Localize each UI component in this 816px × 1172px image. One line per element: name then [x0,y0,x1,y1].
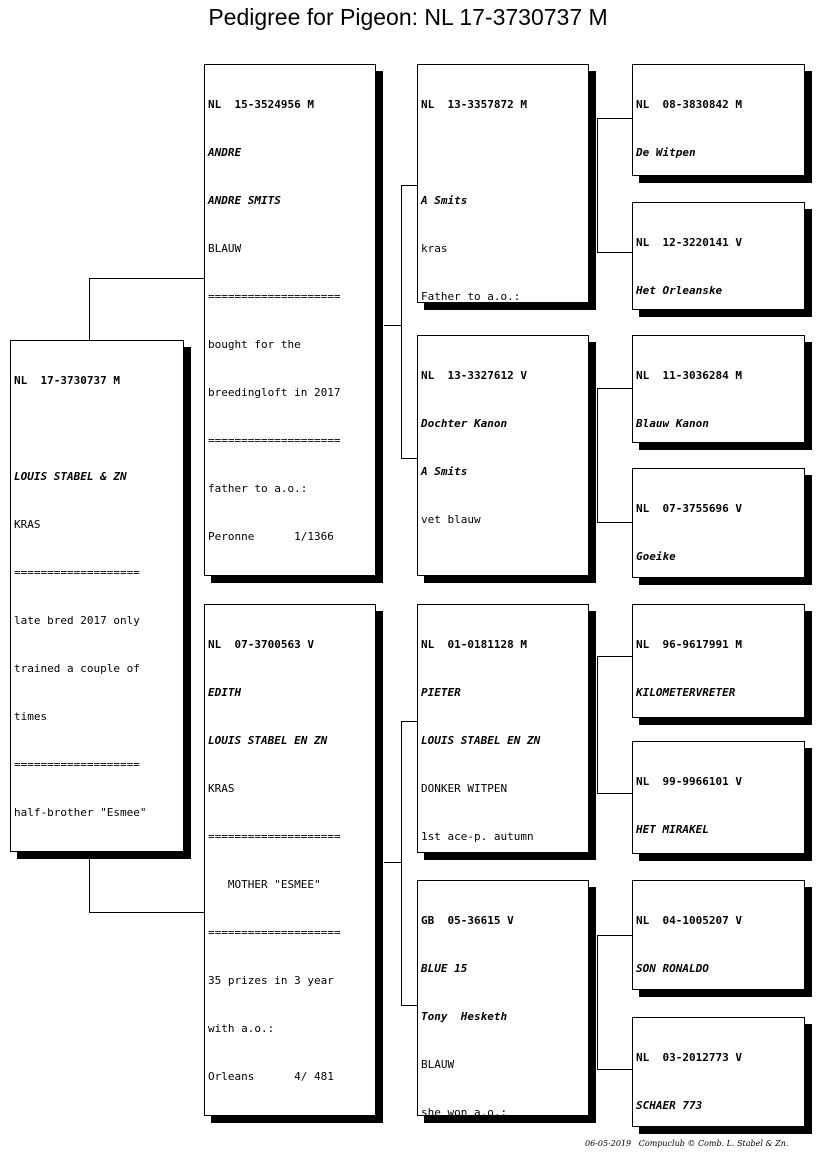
info-line [421,145,588,161]
pigeon-name: PIETER [421,686,461,699]
info-line: kras [421,242,448,255]
ring-number: GB 05-36615 V [421,914,514,927]
pigeon-name: Blauw Kanon [636,417,709,430]
info-line: KRAS [14,518,41,531]
info-line: father to a.o.: [208,482,308,495]
pigeon-name: ANDRE [208,146,242,159]
info-line: =================== [14,758,140,771]
pigeon-name: KILOMETERVRETER [636,686,736,699]
ring-number: NL 03-2012773 V [636,1051,742,1064]
info-line: MOTHER "ESMEE" [208,878,321,891]
owner-name: ANDRE SMITS [208,194,281,207]
connector-line [597,793,632,794]
pigeon-card-fmf [632,335,805,443]
ring-number: NL 99-9966101 V [636,775,742,788]
info-line: half-brother "Esmee" [14,806,147,819]
info-line: ==================== [208,926,341,939]
connector-line [597,252,632,253]
pigeon-name: EDITH [208,686,242,699]
owner-name: LOUIS STABEL EN ZN [208,734,328,747]
pigeon-name: Dochter Kanon [421,417,508,430]
page-title: Pedigree for Pigeon: NL 17-3730737 M [208,4,608,30]
pigeon-card-fff [632,64,805,176]
ring-number: NL 11-3036284 M [636,369,742,382]
ring-number: NL 01-0181128 M [421,638,527,651]
info-line [14,421,183,437]
pigeon-card-mf [417,604,589,853]
ring-number: NL 96-9617991 M [636,638,742,651]
info-line: KRAS [208,782,235,795]
owner-name: A Smits [421,465,468,478]
owner-name: A Smits [421,194,468,207]
info-line: 1st ace-p. autumn [421,830,534,843]
ring-number: NL 12-3220141 V [636,236,742,249]
connector-line [597,118,632,119]
connector-line [597,656,632,657]
pigeon-card-mother [204,604,376,1116]
pigeon-card-fmm [632,468,805,578]
info-line: bought for the [208,338,301,351]
pigeon-card-ff [417,64,589,303]
info-line: times [14,710,48,723]
info-line: with a.o.: [208,1022,275,1035]
ring-number: NL 13-3327612 V [421,369,527,382]
pigeon-name: Het Orleanske [636,284,723,297]
connector-line [597,522,632,523]
info-line: Peronne 1/1366 [208,530,334,543]
pigeon-name: BLUE 15 [421,962,468,975]
info-line: 35 prizes in 3 year [208,974,334,987]
pigeon-card-mfm [632,741,805,854]
connector-line [89,278,90,340]
connector-line [401,458,417,459]
ring-number: NL 13-3357872 M [421,98,527,111]
pigeon-name: De Witpen [636,146,696,159]
info-line: =================== [14,566,140,579]
pigeon-card-mmm [632,1017,805,1127]
info-line: she won a.o.: [421,1106,508,1116]
connector-line [597,1069,632,1070]
connector-line [597,118,598,252]
ring-number: NL 07-3755696 V [636,502,742,515]
info-line: ==================== [208,434,341,447]
connector-line [401,721,402,1005]
connector-line [384,862,401,863]
info-line: BLAUW [208,242,242,255]
ring-number: NL 15-3524956 M [208,98,314,111]
ring-number: NL 07-3700563 V [208,638,314,651]
info-line [421,560,588,576]
connector-line [401,185,402,458]
footer-credit: 06-05-2019 Compuclub © Comb. L. Stabel & Zn. [585,1139,789,1148]
owner-name: LOUIS STABEL EN ZN [421,734,541,747]
owner-name: Tony Hesketh [421,1010,508,1023]
ring-number: NL 17-3730737 M [14,374,120,387]
pigeon-name: SON RONALDO [636,962,709,975]
connector-line [401,185,417,186]
connector-line [89,852,90,912]
pigeon-name: Goeike [636,550,676,563]
connector-line [597,935,632,936]
pigeon-card-main [10,340,184,852]
pigeon-card-father [204,64,376,576]
connector-line [597,388,632,389]
connector-line [401,1005,417,1006]
owner-name: LOUIS STABEL & ZN [14,470,127,483]
info-line: ==================== [208,830,341,843]
info-line: late bred 2017 only [14,614,140,627]
info-line: vet blauw [421,513,481,526]
pigeon-name: HET MIRAKEL [636,823,709,836]
connector-line [89,912,204,913]
info-line: ==================== [208,290,341,303]
pigeon-name: SCHAER 773 [636,1099,703,1112]
info-line: DONKER WITPEN [421,782,508,795]
info-line: trained a couple of [14,662,140,675]
pigeon-card-ffm [632,202,805,310]
pigeon-card-mmf [632,880,805,990]
connector-line [597,458,598,459]
info-line: BLAUW [421,1058,455,1071]
connector-line [597,935,598,1069]
connector-line [384,325,401,326]
connector-line [597,656,598,793]
info-line: Father to a.o.: [421,290,521,303]
ring-number: NL 08-3830842 M [636,98,742,111]
connector-line [89,278,204,279]
pigeon-card-mm [417,880,589,1116]
info-line: breedingloft in 2017 [208,386,341,399]
connector-line [401,721,417,722]
connector-line [597,388,598,522]
info-line: Orleans 4/ 481 [208,1070,334,1083]
pigeon-card-mff [632,604,805,718]
ring-number: NL 04-1005207 V [636,914,742,927]
pigeon-card-fm [417,335,589,576]
